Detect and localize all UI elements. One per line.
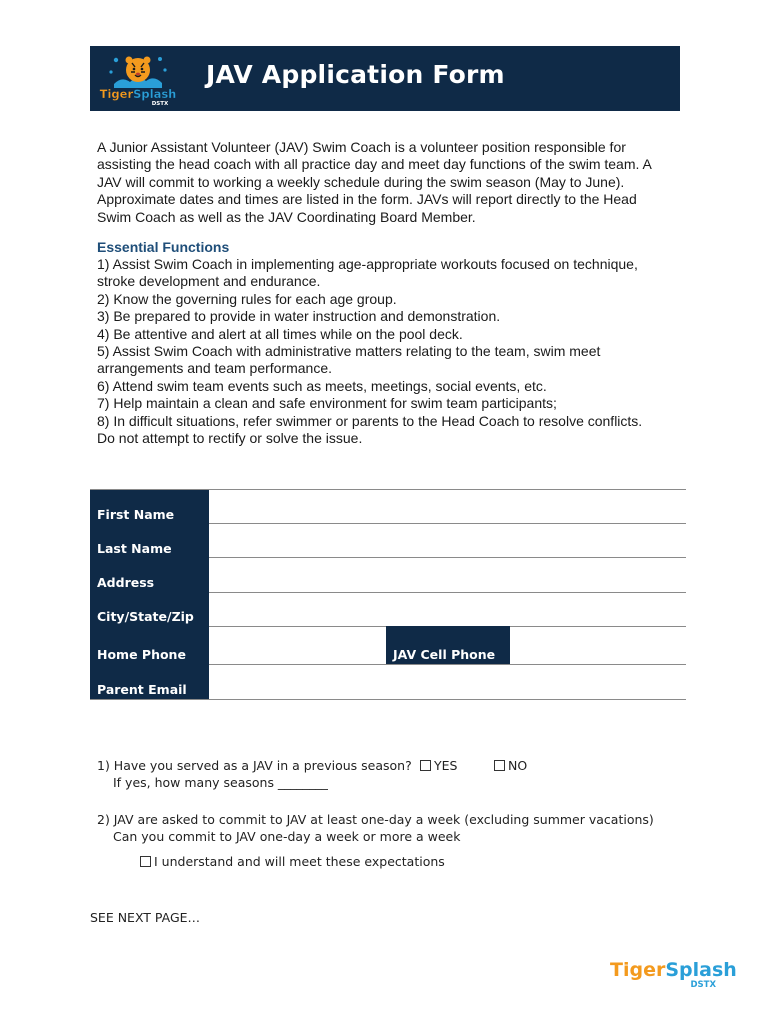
no-label: NO	[508, 758, 528, 773]
function-line: 4) Be attentive and alert at all times while on the pool deck.	[97, 325, 463, 342]
last-name-label: Last Name	[97, 541, 172, 556]
function-line: 5) Assist Swim Coach with administrative matters relating to the team, swim meet	[97, 343, 601, 360]
function-line: stroke development and endurance.	[97, 273, 321, 290]
home-phone-label: Home Phone	[97, 647, 186, 662]
address-label: Address	[97, 575, 155, 590]
first-name-field[interactable]	[214, 493, 686, 523]
function-line: 6) Attend swim team events such as meets, meetings, social events, etc.	[97, 377, 547, 394]
parent-email-field[interactable]	[214, 668, 686, 699]
function-line: 7) Help maintain a clean and safe environment for swim team participants;	[97, 395, 557, 412]
svg-text:TigerSplash: TigerSplash	[610, 959, 737, 981]
function-line: 1) Assist Swim Coach in implementing age-appropriate workouts focused on technique,	[97, 256, 638, 272]
function-line: arrangements and team performance.	[97, 360, 333, 377]
function-line: 3) Be prepared to provide in water instruction and demonstration.	[97, 308, 501, 325]
intro-line: Approximate dates and times are listed in the form. JAVs will report directly to the Head	[97, 191, 637, 208]
intro-line: assisting the head coach with all practice day and meet day functions of the swim team. A	[97, 156, 652, 173]
function-line: Do not attempt to rectify or solve the issue.	[97, 430, 363, 447]
checkbox-icon[interactable]	[140, 856, 151, 867]
svg-text:DSTX: DSTX	[151, 101, 169, 107]
checkbox-icon[interactable]	[420, 760, 431, 771]
understand-checkbox[interactable]	[140, 854, 445, 869]
applicant-info-table	[90, 489, 686, 700]
last-name-field[interactable]	[214, 527, 686, 557]
svg-text:TigerSplash: TigerSplash	[99, 87, 177, 101]
yes-label: YES	[434, 758, 458, 773]
home-phone-field[interactable]	[214, 630, 386, 664]
see-next-page: SEE NEXT PAGE…	[90, 910, 201, 925]
page-title: JAV Application Form	[206, 60, 505, 89]
essential-functions-list	[97, 256, 677, 447]
row-divider	[209, 592, 686, 593]
row-divider	[209, 664, 686, 665]
header-banner	[90, 46, 680, 111]
intro-line: JAV will commit to working a weekly schedule during the swim season (May to June).	[97, 173, 625, 190]
svg-text:DSTX: DSTX	[690, 980, 716, 990]
parent-email-label: Parent Email	[97, 682, 187, 697]
city-state-zip-label: City/State/Zip	[97, 609, 194, 624]
jav-cell-phone-field[interactable]	[514, 630, 686, 664]
checkbox-icon[interactable]	[494, 760, 505, 771]
address-field[interactable]	[214, 561, 686, 592]
function-line: 8) In difficult situations, refer swimmer or parents to the Head Coach to resolve conflicts.	[97, 412, 643, 429]
no-checkbox[interactable]	[494, 758, 527, 773]
intro-paragraph	[97, 139, 677, 226]
table-border-top	[90, 489, 686, 490]
jav-cell-phone-label: JAV Cell Phone	[393, 647, 496, 662]
row-divider	[209, 557, 686, 558]
question-2-text: 2) JAV are asked to commit to JAV at least one-day a week (excluding summer vacations)	[97, 812, 654, 827]
question-2-sub: Can you commit to JAV one-day a week or more a week	[113, 829, 461, 844]
first-name-label: First Name	[97, 507, 175, 522]
yes-checkbox[interactable]	[420, 758, 457, 773]
city-state-zip-field[interactable]	[214, 596, 686, 626]
row-divider	[209, 523, 686, 524]
function-line: 2) Know the governing rules for each age group.	[97, 290, 397, 307]
table-border-bottom	[90, 699, 686, 700]
tigersplash-footer-logo	[608, 954, 737, 992]
intro-line: A Junior Assistant Volunteer (JAV) Swim Coach is a volunteer position responsible for	[97, 139, 626, 155]
question-1-seasons: If yes, how many seasons ________	[113, 775, 328, 790]
question-1-text: 1) Have you served as a JAV in a previous season?	[97, 758, 412, 773]
intro-line: Swim Coach as well as the JAV Coordinating Board Member.	[97, 208, 476, 225]
essential-functions-heading: Essential Functions	[97, 239, 230, 255]
understand-label: I understand and will meet these expectations	[154, 854, 445, 869]
tigersplash-logo	[99, 50, 177, 107]
